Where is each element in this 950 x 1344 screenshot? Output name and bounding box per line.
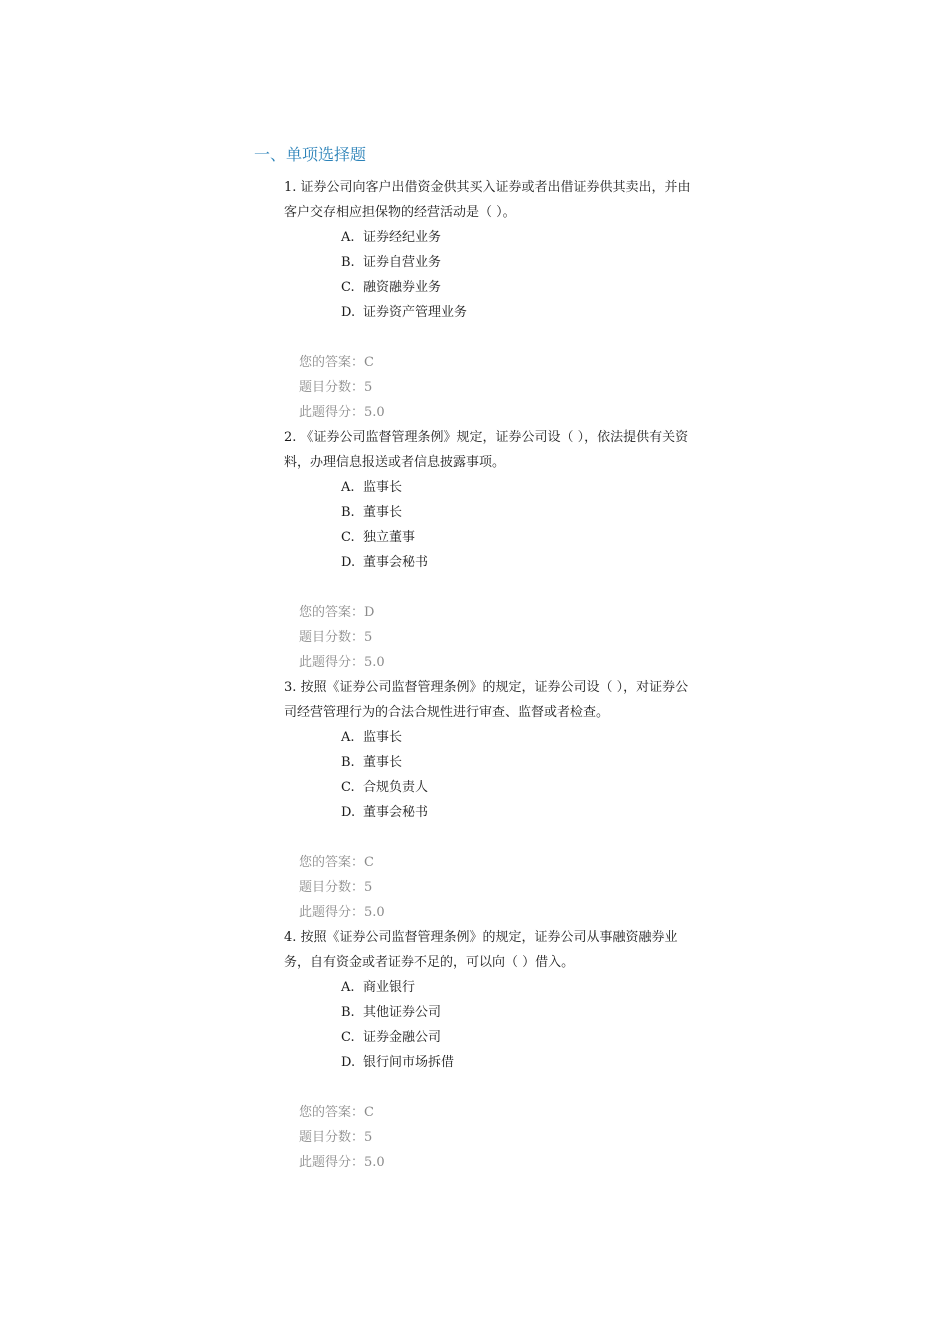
option-list	[284, 725, 704, 825]
option-text: 合规负责人	[363, 780, 429, 795]
option-letter: B.	[341, 255, 355, 270]
option-d	[341, 800, 704, 825]
section-title: 一、单项选择题	[254, 145, 367, 164]
option-letter: A.	[341, 730, 355, 745]
question-text: 按照《证券公司监督管理条例》的规定，证券公司设（ ），对证券公司经营管理行为的合法合规性进行审查、监督或者检查。	[284, 680, 689, 720]
option-b	[341, 250, 704, 275]
score-obtained-label: 此题得分：	[299, 905, 365, 920]
option-text: 银行间市场拆借	[363, 1055, 455, 1070]
score-obtained-label: 此题得分：	[299, 1155, 365, 1170]
question-score-value: 5	[364, 630, 373, 645]
your-answer	[299, 1100, 704, 1125]
option-text: 证券自营业务	[363, 255, 442, 270]
question-3	[284, 675, 704, 925]
question-score-value: 5	[364, 1130, 373, 1145]
option-text: 证券经纪业务	[363, 230, 442, 245]
option-text: 监事长	[363, 480, 403, 495]
answer-info	[284, 1100, 704, 1175]
option-b	[341, 500, 704, 525]
option-a	[341, 225, 704, 250]
option-b	[341, 750, 704, 775]
score-obtained-label: 此题得分：	[299, 405, 365, 420]
option-text: 董事长	[363, 755, 403, 770]
option-d	[341, 300, 704, 325]
option-letter: A.	[341, 480, 355, 495]
score-obtained-value: 5.0	[364, 655, 385, 670]
question-stem	[284, 425, 696, 475]
option-c	[341, 1025, 704, 1050]
question-score-label: 题目分数：	[299, 380, 365, 395]
option-letter: D.	[341, 555, 356, 570]
question-number: 1.	[284, 180, 297, 195]
question-score-value: 5	[364, 380, 373, 395]
option-letter: B.	[341, 505, 355, 520]
option-c	[341, 525, 704, 550]
option-d	[341, 550, 704, 575]
option-text: 监事长	[363, 730, 403, 745]
answer-info	[284, 850, 704, 925]
option-b	[341, 1000, 704, 1025]
question-4	[284, 925, 704, 1175]
question-score-value: 5	[364, 880, 373, 895]
score-obtained	[299, 900, 704, 925]
option-letter: A.	[341, 980, 355, 995]
option-letter: D.	[341, 305, 356, 320]
option-text: 独立董事	[363, 530, 416, 545]
option-letter: D.	[341, 805, 356, 820]
question-score	[299, 375, 704, 400]
option-text: 商业银行	[363, 980, 416, 995]
your-answer-label: 您的答案：	[299, 355, 365, 370]
question-1	[284, 175, 704, 425]
question-stem	[284, 175, 696, 225]
your-answer-label: 您的答案：	[299, 1105, 365, 1120]
question-score	[299, 1125, 704, 1150]
your-answer-value: C	[364, 855, 374, 870]
your-answer-value: C	[364, 1105, 374, 1120]
option-letter: B.	[341, 755, 355, 770]
your-answer	[299, 350, 704, 375]
option-d	[341, 1050, 704, 1075]
score-obtained-value: 5.0	[364, 905, 385, 920]
option-text: 融资融券业务	[363, 280, 442, 295]
option-letter: C.	[341, 280, 355, 295]
question-number: 3.	[284, 680, 297, 695]
option-text: 证券金融公司	[363, 1030, 442, 1045]
score-obtained-value: 5.0	[364, 405, 385, 420]
your-answer	[299, 600, 704, 625]
question-score-label: 题目分数：	[299, 630, 365, 645]
score-obtained	[299, 650, 704, 675]
option-letter: B.	[341, 1005, 355, 1020]
option-c	[341, 775, 704, 800]
your-answer-label: 您的答案：	[299, 855, 365, 870]
question-stem	[284, 675, 696, 725]
option-a	[341, 475, 704, 500]
option-text: 董事会秘书	[363, 805, 429, 820]
option-a	[341, 725, 704, 750]
question-text: 按照《证券公司监督管理条例》的规定，证券公司从事融资融券业务，自有资金或者证券不足的，可以向（ ）借入。	[284, 930, 678, 970]
question-2	[284, 425, 704, 675]
answer-info	[284, 350, 704, 425]
your-answer-value: C	[364, 355, 374, 370]
option-text: 董事会秘书	[363, 555, 429, 570]
option-text: 证券资产管理业务	[363, 305, 468, 320]
option-text: 董事长	[363, 505, 403, 520]
question-stem	[284, 925, 696, 975]
score-obtained	[299, 400, 704, 425]
score-obtained	[299, 1150, 704, 1175]
option-c	[341, 275, 704, 300]
question-score-label: 题目分数：	[299, 880, 365, 895]
answer-info	[284, 600, 704, 675]
option-a	[341, 975, 704, 1000]
your-answer	[299, 850, 704, 875]
option-letter: C.	[341, 1030, 355, 1045]
question-number: 4.	[284, 930, 297, 945]
question-text: 证券公司向客户出借资金供其买入证券或者出借证券供其卖出，并由客户交存相应担保物的经营活动是（ ）。	[284, 180, 691, 220]
question-number: 2.	[284, 430, 297, 445]
option-text: 其他证券公司	[363, 1005, 442, 1020]
question-list	[284, 175, 704, 1175]
option-letter: A.	[341, 230, 355, 245]
option-list	[284, 975, 704, 1075]
question-score	[299, 875, 704, 900]
option-letter: D.	[341, 1055, 356, 1070]
option-letter: C.	[341, 780, 355, 795]
your-answer-label: 您的答案：	[299, 605, 365, 620]
question-score-label: 题目分数：	[299, 1130, 365, 1145]
question-score	[299, 625, 704, 650]
your-answer-value: D	[364, 605, 375, 620]
option-list	[284, 475, 704, 575]
option-letter: C.	[341, 530, 355, 545]
option-list	[284, 225, 704, 325]
question-text: 《证券公司监督管理条例》规定，证券公司设（ ），依法提供有关资料，办理信息报送或者信息披露事项。	[284, 430, 689, 470]
score-obtained-value: 5.0	[364, 1155, 385, 1170]
score-obtained-label: 此题得分：	[299, 655, 365, 670]
